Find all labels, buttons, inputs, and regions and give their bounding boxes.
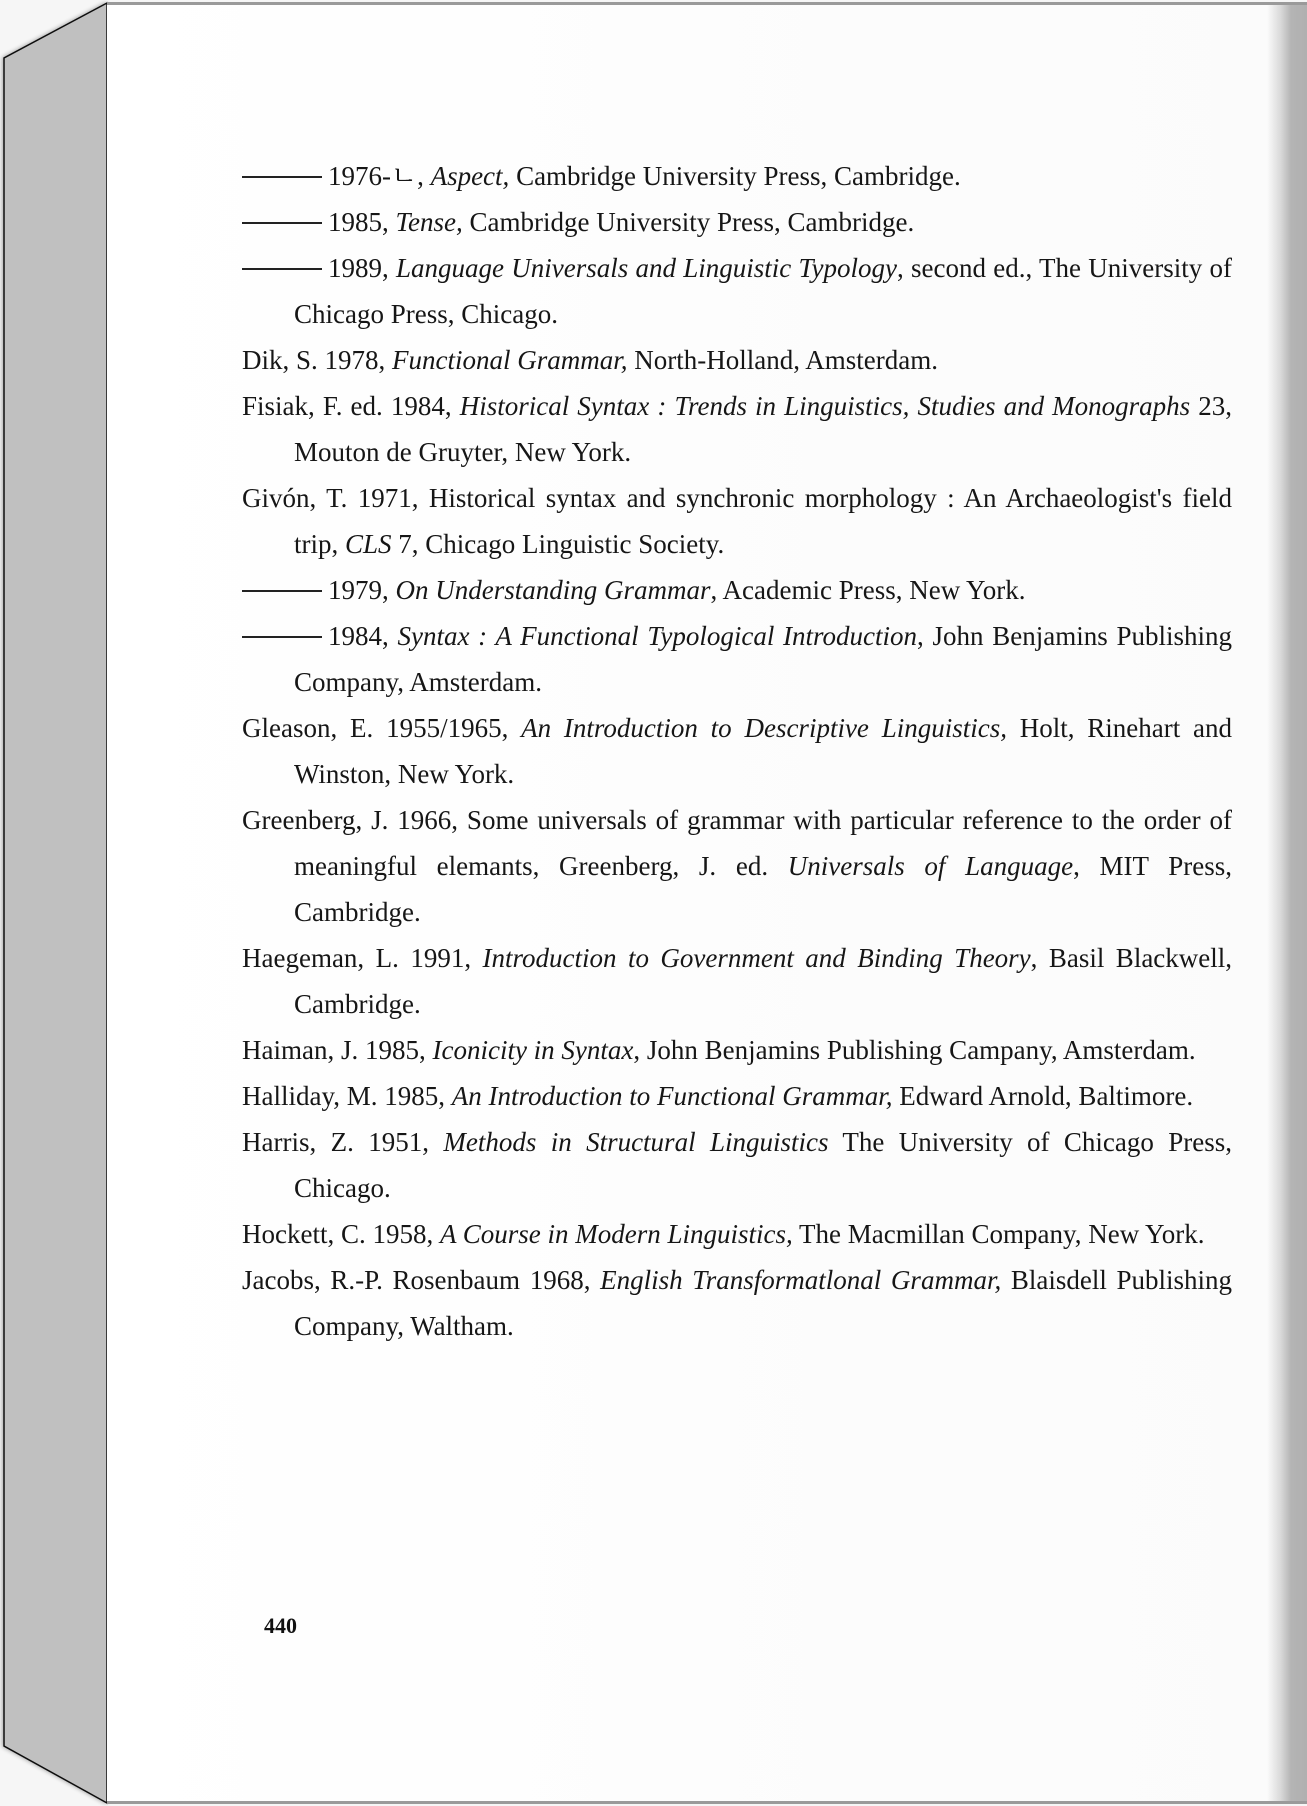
- entry-author: Haegeman, L.: [242, 943, 399, 973]
- entry-publisher: , Academic Press, New York.: [710, 575, 1026, 605]
- entry-title: A Course in Modern Linguistics,: [439, 1219, 793, 1249]
- entry-publisher: Cambridge University Press, Cambridge.: [469, 207, 915, 237]
- reference-entry: [242, 337, 1232, 383]
- reference-entry: [242, 245, 1232, 337]
- entry-publisher: , John Benjamins Publishing Company, Amsterdam.: [294, 621, 1232, 697]
- reference-entry: [242, 153, 1232, 199]
- entry-publisher: The Macmillan Company, New York.: [799, 1219, 1205, 1249]
- entry-year: 1955/1965,: [386, 713, 509, 743]
- repeat-author-dash: [242, 636, 322, 638]
- reference-entry: [242, 1211, 1232, 1257]
- book-page: [107, 2, 1307, 1804]
- reference-entry: [242, 383, 1232, 475]
- entry-publisher: , Basil Blackwell, Cambridge.: [294, 943, 1233, 1019]
- entry-publisher: 7, Chicago Linguistic Society.: [398, 529, 725, 559]
- reference-entry: [242, 567, 1232, 613]
- entry-title: Aspect,: [430, 161, 510, 191]
- entry-title: On Understanding Grammar: [395, 575, 711, 605]
- entry-title: Methods in Structural Linguistics: [443, 1127, 829, 1157]
- entry-year: 1985,: [384, 1081, 445, 1111]
- entry-author: Harris, Z.: [242, 1127, 354, 1157]
- entry-title: Language Universals and Linguistic Typology: [396, 253, 898, 283]
- entry-author: Hockett, C.: [242, 1219, 366, 1249]
- entry-publisher: , second ed., The University of Chicago Press, Chicago.: [294, 253, 1232, 329]
- reference-entry: [242, 613, 1232, 705]
- entry-title: An Introduction to Descriptive Linguistics,: [521, 713, 1007, 743]
- reference-list: [242, 153, 1232, 1349]
- reference-entry: [242, 199, 1232, 245]
- entry-publisher: The University of Chicago Press, Chicago.: [294, 1127, 1233, 1203]
- reference-entry: [242, 475, 1232, 567]
- entry-year: 1971,: [357, 483, 419, 513]
- reference-entry: [242, 1119, 1232, 1211]
- entry-publisher: Cambridge University Press, Cambridge.: [516, 161, 961, 191]
- entry-publisher: 23, Mouton de Gruyter, New York.: [294, 391, 1233, 467]
- entry-title: Introduction to Government and Binding Theory: [482, 943, 1031, 973]
- reference-entry: [242, 797, 1232, 935]
- entry-year: 1978,: [324, 345, 386, 375]
- repeat-author-dash: [242, 176, 322, 178]
- entry-title: CLS: [345, 529, 392, 559]
- entry-author: Halliday, M.: [242, 1081, 378, 1111]
- entry-author: Dik, S.: [242, 345, 318, 375]
- entry-year: 1985,: [364, 1035, 426, 1065]
- entry-year: 1968,: [529, 1265, 591, 1295]
- entry-title: An Introduction to Functional Grammar,: [451, 1081, 893, 1111]
- entry-publisher: Holt, Rinehart and Winston, New York.: [294, 713, 1233, 789]
- entry-article-title: Some universals of grammar with particular reference to the order of meaningful elemants, Greenberg, J. ed.: [294, 805, 1233, 881]
- reference-entry: [242, 935, 1232, 1027]
- entry-publisher: Blaisdell Publishing Company, Waltham.: [294, 1265, 1233, 1341]
- entry-author: Gleason, E.: [242, 713, 374, 743]
- entry-author: Greenberg, J.: [242, 805, 389, 835]
- page-number: 440: [264, 1613, 297, 1638]
- entry-year: 1951,: [368, 1127, 429, 1157]
- entry-year: 1958,: [372, 1219, 434, 1249]
- repeat-author-dash: [242, 590, 322, 592]
- entry-author: Haiman, J.: [242, 1035, 359, 1065]
- entry-publisher: , John Benjamins Publishing Campany, Amsterdam.: [633, 1035, 1196, 1065]
- entry-title: Syntax : A Functional Typological Introduction: [397, 621, 918, 651]
- entry-article-title: Historical syntax and synchronic morphology : An Archaeologist's field trip,: [294, 483, 1233, 559]
- entry-year: 1976-ㄴ,: [328, 161, 424, 191]
- entry-author: Fisiak, F. ed.: [242, 391, 383, 421]
- entry-year: 1989,: [328, 253, 389, 283]
- entry-title: Historical Syntax : Trends in Linguistics, Studies and Monographs: [459, 391, 1191, 421]
- reference-entry: [242, 1073, 1232, 1119]
- entry-year: 1984,: [390, 391, 452, 421]
- entry-title: Iconicity in Syntax: [432, 1035, 634, 1065]
- entry-year: 1966,: [397, 805, 459, 835]
- book-spine-shape: [0, 0, 110, 1806]
- entry-year: 1984,: [328, 621, 389, 651]
- reference-entry: [242, 1027, 1232, 1073]
- entry-year: 1979,: [328, 575, 389, 605]
- entry-author: Givón, T.: [242, 483, 348, 513]
- reference-entry: [242, 705, 1232, 797]
- entry-title: Tense,: [395, 207, 463, 237]
- entry-author: Jacobs, R.-P. Rosenbaum: [242, 1265, 521, 1295]
- entry-title: Functional Grammar,: [392, 345, 628, 375]
- entry-title: Universals of Language: [787, 851, 1074, 881]
- book-spine: [0, 0, 110, 1806]
- reference-entry: [242, 1257, 1232, 1349]
- entry-publisher: Edward Arnold, Baltimore.: [899, 1081, 1194, 1111]
- entry-publisher: North-Holland, Amsterdam.: [634, 345, 938, 375]
- page-edge-shadow: [1267, 5, 1307, 1801]
- repeat-author-dash: [242, 222, 322, 224]
- entry-year: 1991,: [410, 943, 472, 973]
- repeat-author-dash: [242, 268, 322, 270]
- entry-title: English Transformatlonal Grammar,: [600, 1265, 1002, 1295]
- entry-publisher: , MIT Press, Cambridge.: [294, 851, 1232, 927]
- entry-year: 1985,: [328, 207, 389, 237]
